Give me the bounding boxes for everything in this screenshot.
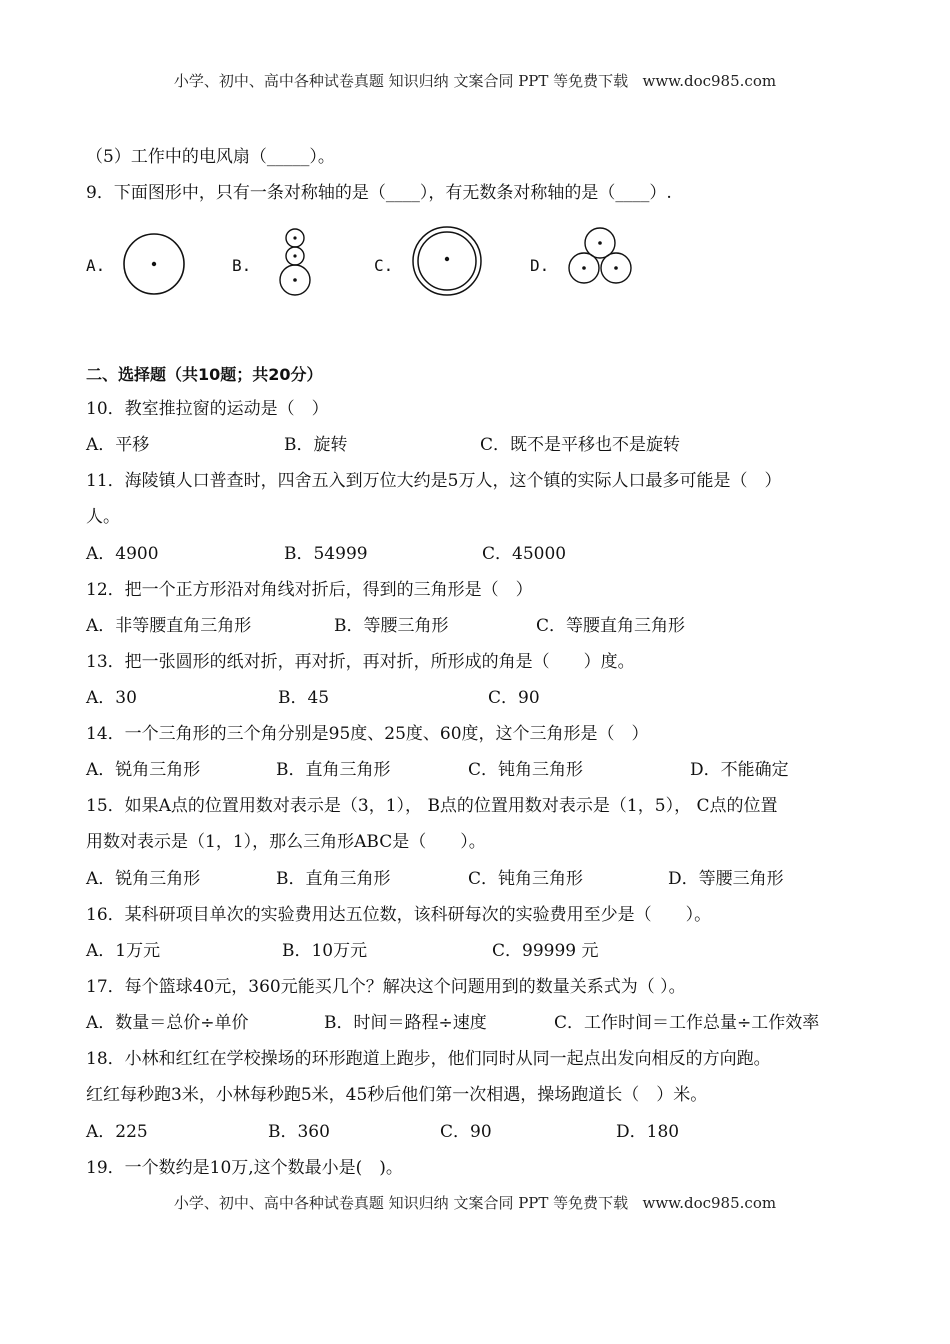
q13-stem: 13．把一张圆形的纸对折，再对折，再对折，所形成的角是（ ）度。 bbox=[86, 652, 635, 672]
q16-option-c: C．99999 元 bbox=[492, 941, 599, 961]
q14-stem: 14．一个三角形的三个角分别是95度、25度、60度，这个三角形是（ ） bbox=[86, 724, 649, 744]
section-2-title: 二、选择题（共10题；共20分） bbox=[86, 365, 323, 384]
q19-stem: 19．一个数约是10万,这个数最小是( )。 bbox=[86, 1158, 403, 1178]
q12-stem: 12．把一个正方形沿对角线对折后，得到的三角形是（ ） bbox=[86, 580, 533, 600]
q11-stem-cont: 人。 bbox=[86, 507, 120, 527]
figure-b-stacked-circles bbox=[276, 228, 316, 298]
q13-option-a: A．30 bbox=[86, 688, 137, 708]
q13-option-b: B．45 bbox=[278, 688, 330, 708]
q14-option-a: A．锐角三角形 bbox=[86, 760, 201, 780]
figure-d-three-circles bbox=[566, 226, 636, 290]
q11-option-c: C．45000 bbox=[482, 544, 567, 564]
q14-option-b: B．直角三角形 bbox=[276, 760, 391, 780]
q9-label-b: B. bbox=[232, 256, 252, 275]
q16-stem: 16．某科研项目单次的实验费用达五位数，该科研每次的实验费用至少是（ ）。 bbox=[86, 905, 712, 925]
q9-label-c: C. bbox=[374, 256, 394, 275]
q5-line: （5）工作中的电风扇（_____）。 bbox=[86, 147, 335, 167]
figure-a-circle bbox=[120, 232, 190, 302]
q15-option-d: D．等腰三角形 bbox=[668, 869, 784, 889]
figure-c-concentric-circles bbox=[412, 226, 484, 298]
page-footer: 小学、初中、高中各种试卷真题 知识归纳 文案合同 PPT 等免费下载 www.doc985.com bbox=[173, 1194, 777, 1212]
q9-stem: 9．下面图形中，只有一条对称轴的是（____），有无数条对称轴的是（____）. bbox=[86, 183, 672, 203]
q18-option-a: A．225 bbox=[86, 1122, 148, 1142]
q18-option-c: C．90 bbox=[440, 1122, 492, 1142]
q14-option-d: D．不能确定 bbox=[690, 760, 789, 780]
q17-option-b: B．时间＝路程÷速度 bbox=[324, 1013, 487, 1033]
q9-label-d: D. bbox=[530, 256, 550, 275]
q17-option-c: C．工作时间＝工作总量÷工作效率 bbox=[554, 1013, 820, 1033]
page-header: 小学、初中、高中各种试卷真题 知识归纳 文案合同 PPT 等免费下载 www.doc985.com bbox=[173, 72, 777, 90]
q18-stem-cont: 红红每秒跑3米，小林每秒跑5米，45秒后他们第一次相遇，操场跑道长（ ）米。 bbox=[86, 1085, 708, 1105]
q15-option-c: C．钝角三角形 bbox=[468, 869, 584, 889]
q17-stem: 17．每个篮球40元，360元能买几个？解决这个问题用到的数量关系式为（ ）。 bbox=[86, 977, 686, 997]
q17-option-a: A．数量＝总价÷单价 bbox=[86, 1013, 249, 1033]
q10-option-c: C．既不是平移也不是旋转 bbox=[480, 435, 681, 455]
q16-option-b: B．10万元 bbox=[282, 941, 368, 961]
q12-option-a: A．非等腰直角三角形 bbox=[86, 616, 252, 636]
q18-option-d: D．180 bbox=[616, 1122, 680, 1142]
q10-option-b: B．旋转 bbox=[284, 435, 348, 455]
q18-stem: 18．小林和红红在学校操场的环形跑道上跑步，他们同时从同一起点出发向相反的方向跑。 bbox=[86, 1049, 771, 1069]
q11-option-a: A．4900 bbox=[86, 544, 159, 564]
q15-option-b: B．直角三角形 bbox=[276, 869, 391, 889]
q10-option-a: A．平移 bbox=[86, 435, 150, 455]
q14-option-c: C．钝角三角形 bbox=[468, 760, 584, 780]
q11-option-b: B．54999 bbox=[284, 544, 368, 564]
q16-option-a: A．1万元 bbox=[86, 941, 161, 961]
q15-stem: 15．如果A点的位置用数对表示是（3，1）， B点的位置用数对表示是（1，5）， C点的位置 bbox=[86, 796, 778, 816]
q18-option-b: B．360 bbox=[268, 1122, 330, 1142]
q9-label-a: A. bbox=[86, 256, 106, 275]
q13-option-c: C．90 bbox=[488, 688, 540, 708]
q12-option-c: C．等腰直角三角形 bbox=[536, 616, 686, 636]
q15-option-a: A．锐角三角形 bbox=[86, 869, 201, 889]
q12-option-b: B．等腰三角形 bbox=[334, 616, 449, 636]
q10-stem: 10．教室推拉窗的运动是（ ） bbox=[86, 399, 329, 419]
q11-stem: 11．海陵镇人口普查时，四舍五入到万位大约是5万人，这个镇的实际人口最多可能是（ ） bbox=[86, 471, 782, 491]
q15-stem-cont: 用数对表示是（1，1），那么三角形ABC是（ ）。 bbox=[86, 832, 486, 852]
